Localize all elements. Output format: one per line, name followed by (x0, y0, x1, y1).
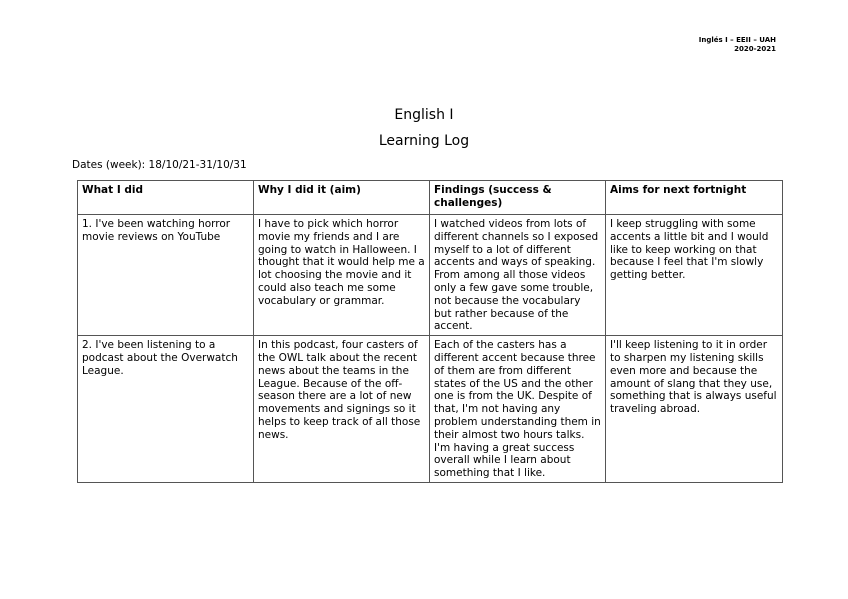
column-header-aims: Aims for next fortnight (606, 181, 783, 215)
dates-line: Dates (week): 18/10/21-31/10/31 (72, 159, 247, 171)
column-header-what: What I did (78, 181, 254, 215)
table-row (78, 215, 783, 336)
course-line: Inglés I – EEII – UAH (698, 36, 776, 44)
cell-why: I have to pick which horror movie my friends and I are going to watch in Halloween. I thought that it would help me a lot choosing the movie and it could also teach me some vocabulary or grammar. (254, 215, 430, 336)
table-header-row (78, 181, 783, 215)
cell-what: 2. I've been listening to a podcast about the Overwatch League. (78, 336, 254, 483)
document-title: English I (394, 107, 454, 123)
document-subtitle: Learning Log (378, 133, 470, 149)
cell-why: In this podcast, four casters of the OWL talk about the recent news about the teams in the League. Because of the off-season there are a lot of new movements and signings so it helps to keep track of all those news. (254, 336, 430, 483)
cell-aims: I'll keep listening to it in order to sharpen my listening skills even more and because the amount of slang that they use, something that is always useful traveling abroad. (606, 336, 783, 483)
cell-findings: Each of the casters has a different accent because three of them are from different states of the US and the other one is from the UK. Despite of that, I'm not having any problem understanding them in their almost two hours talks. I'm having a great success overall while I learn about something that I like. (430, 336, 606, 483)
academic-year: 2020-2021 (734, 45, 776, 53)
cell-what: 1. I've been watching horror movie reviews on YouTube (78, 215, 254, 336)
column-header-why: Why I did it (aim) (254, 181, 430, 215)
page-header (699, 36, 776, 54)
cell-findings: I watched videos from lots of different channels so I exposed myself to a lot of different accents and ways of speaking. From among all those videos only a few gave some trouble, not because the vocabulary but rather because of the accent. (430, 215, 606, 336)
column-header-findings: Findings (success & challenges) (430, 181, 606, 215)
table-row (78, 336, 783, 483)
cell-aims: I keep struggling with some accents a little bit and I would like to keep working on that because I feel that I'm slowly getting better. (606, 215, 783, 336)
learning-log-table (77, 180, 783, 483)
